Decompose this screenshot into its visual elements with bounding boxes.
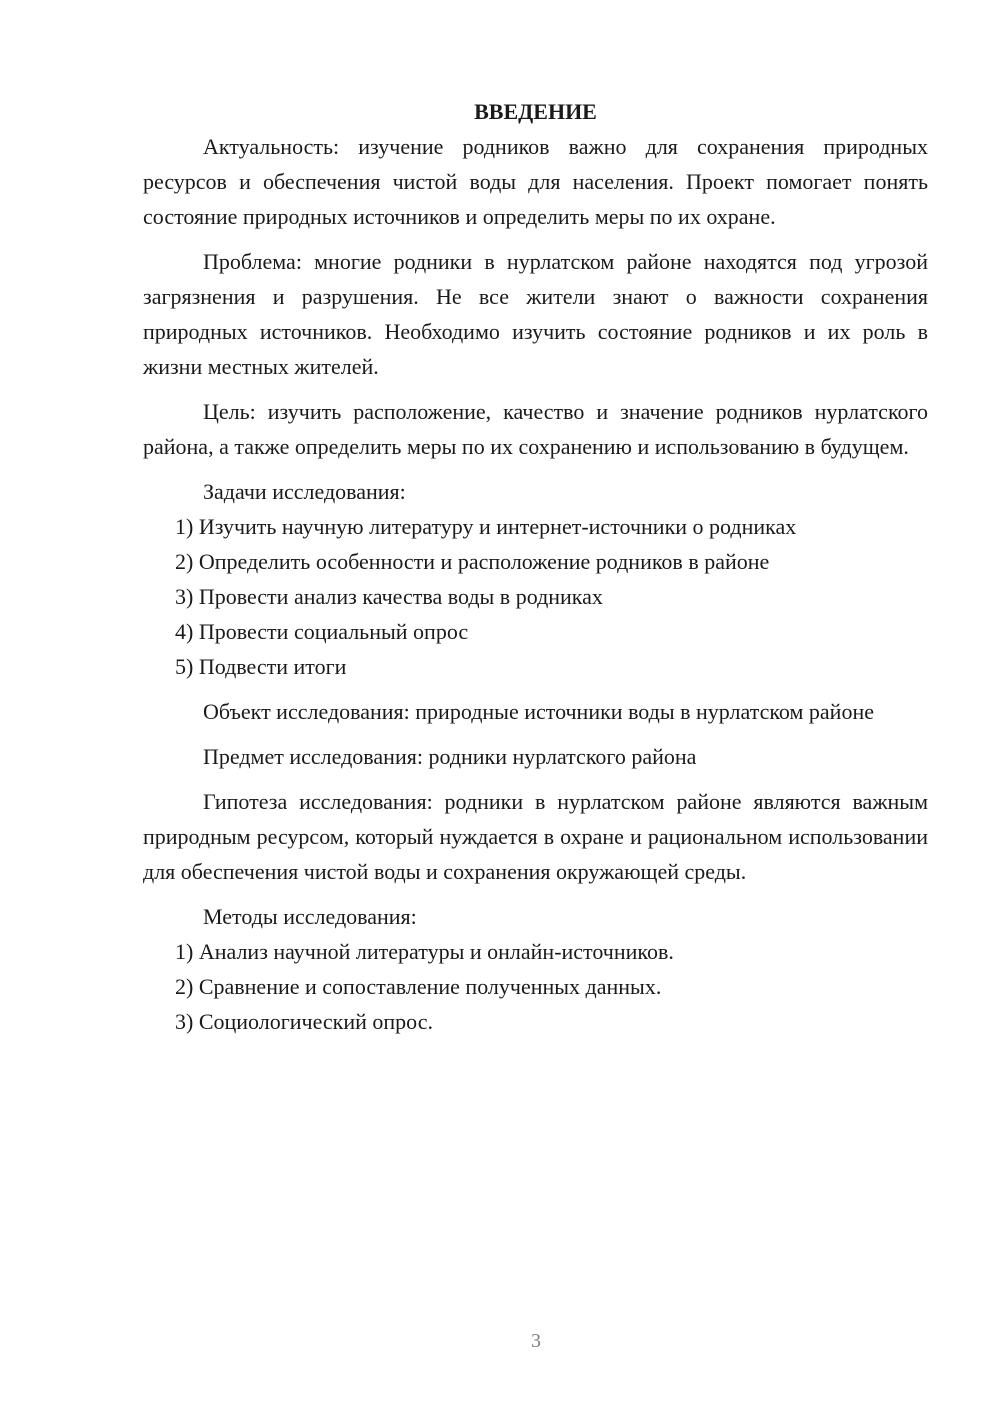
goal-paragraph: Цель: изучить расположение, качество и значение родников нурлатского района, а также определить меры по их сохранению и использованию в будущем. (143, 399, 928, 459)
method-item-1: 1) Анализ научной литературы и онлайн-источников. (175, 939, 674, 964)
object-paragraph: Объект исследования: природные источники воды в нурлатском районе (203, 699, 874, 724)
page-content (143, 94, 928, 1039)
tasks-heading: Задачи исследования: (203, 479, 406, 504)
task-item-3: 3) Провести анализ качества воды в родниках (175, 584, 603, 609)
method-item-2: 2) Сравнение и сопоставление полученных данных. (175, 974, 662, 999)
section-title: ВВЕДЕНИЕ (474, 99, 597, 124)
task-item-2: 2) Определить особенности и расположение родников в районе (175, 549, 770, 574)
task-item-5: 5) Подвести итоги (175, 654, 347, 679)
task-item-4: 4) Провести социальный опрос (175, 619, 469, 644)
problem-paragraph: Проблема: многие родники в нурлатском районе находятся под угрозой загрязнения и разрушения. Не все жители знают о важности сохранения природных источников. Необходимо изучить состояние родников и их роль в жизни местных жителей. (143, 249, 928, 379)
method-item-3: 3) Социологический опрос. (175, 1009, 433, 1034)
page-number: 3 (531, 1330, 541, 1352)
subject-paragraph: Предмет исследования: родники нурлатского района (203, 744, 697, 769)
methods-heading: Методы исследования: (203, 904, 417, 929)
hypothesis-paragraph: Гипотеза исследования: родники в нурлатском районе являются важным природным ресурсом, который нуждается в охране и рациональном использовании для обеспечения чистой воды и сохранения окружающей среды. (143, 789, 928, 884)
relevance-paragraph: Актуальность: изучение родников важно для сохранения природных ресурсов и обеспечения чистой воды для населения. Проект помогает понять состояние природных источников и определить меры по их охране. (143, 134, 928, 229)
task-item-1: 1) Изучить научную литературу и интернет-источники о родниках (175, 514, 797, 539)
